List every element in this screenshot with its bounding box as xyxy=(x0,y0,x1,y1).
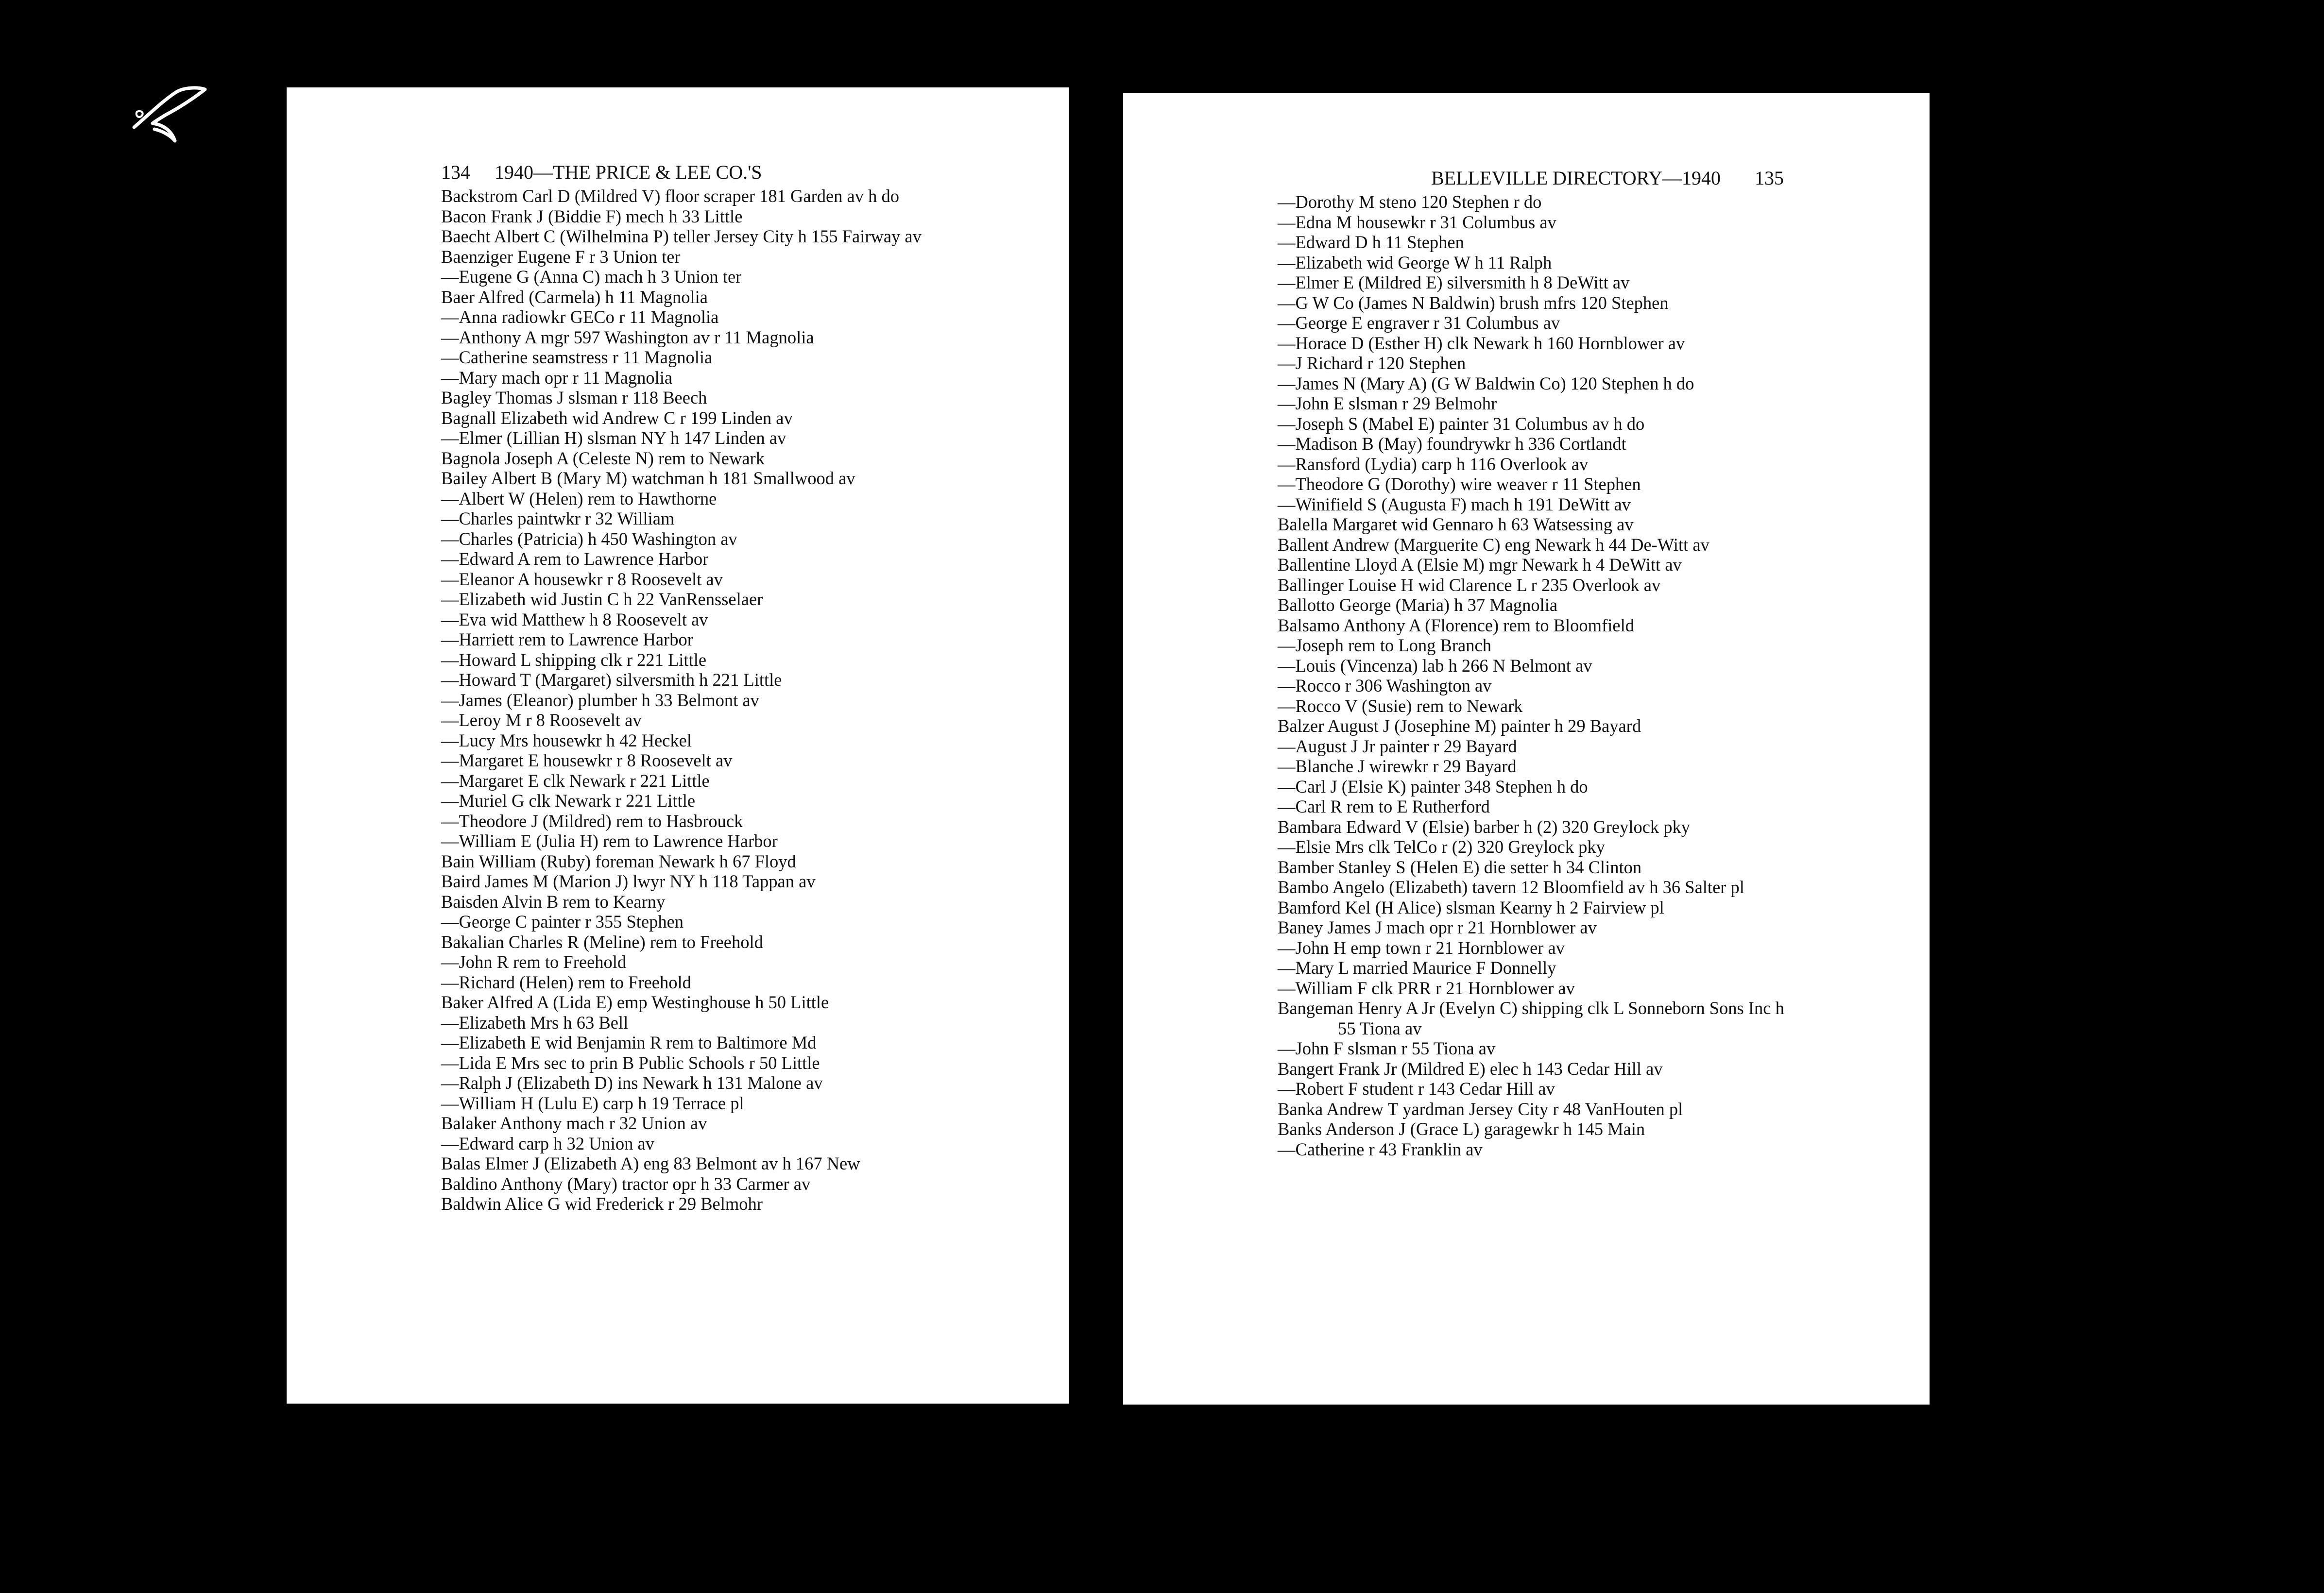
directory-entry: —Elsie Mrs clk TelCo r (2) 320 Greylock pky xyxy=(1278,837,1605,857)
directory-entry: Bagnola Joseph A (Celeste N) rem to Newark xyxy=(441,448,765,468)
directory-entry: —John F slsman r 55 Tiona av xyxy=(1278,1038,1496,1058)
directory-entry: —Edward D h 11 Stephen xyxy=(1278,232,1464,252)
directory-entry: Baird James M (Marion J) lwyr NY h 118 Tappan av xyxy=(441,871,816,891)
directory-entry: Bacon Frank J (Biddie F) mech h 33 Little xyxy=(441,206,743,226)
directory-entry: —Robert F student r 143 Cedar Hill av xyxy=(1278,1079,1555,1099)
directory-entry: —Ransford (Lydia) carp h 116 Overlook av xyxy=(1278,454,1589,474)
directory-entries xyxy=(441,186,961,1214)
directory-entry: Bangert Frank Jr (Mildred E) elec h 143 Cedar Hill av xyxy=(1278,1058,1663,1079)
directory-entry: —Catherine r 43 Franklin av xyxy=(1278,1139,1483,1159)
directory-entry: —Harriett rem to Lawrence Harbor xyxy=(441,629,693,649)
directory-entry: Bamber Stanley S (Helen E) die setter h 34 Clinton xyxy=(1278,857,1642,877)
directory-entry: —Elizabeth wid George W h 11 Ralph xyxy=(1278,252,1552,272)
directory-entry: Baldino Anthony (Mary) tractor opr h 33 Carmer av xyxy=(441,1173,811,1194)
left-page xyxy=(287,87,1069,1404)
directory-entry: —Elmer E (Mildred E) silversmith h 8 DeWitt av xyxy=(1278,272,1630,292)
directory-entry: —Joseph S (Mabel E) painter 31 Columbus av h do xyxy=(1278,413,1645,434)
directory-entry: —Leroy M r 8 Roosevelt av xyxy=(441,710,642,730)
directory-entry: Baenziger Eugene F r 3 Union ter xyxy=(441,246,681,267)
directory-entry: —Joseph rem to Long Branch xyxy=(1278,635,1491,655)
directory-entry: —John H emp town r 21 Hornblower av xyxy=(1278,937,1565,958)
directory-entry: —Lida E Mrs sec to prin B Public Schools r 50 Little xyxy=(441,1052,820,1073)
directory-entry: Bagley Thomas J slsman r 118 Beech xyxy=(441,388,707,407)
directory-entry: Ballinger Louise H wid Clarence L r 235 Overlook av xyxy=(1278,575,1661,595)
directory-entry: —Louis (Vincenza) lab h 266 N Belmont av xyxy=(1278,655,1592,676)
directory-entry: —James N (Mary A) (G W Baldwin Co) 120 Stephen h do xyxy=(1278,373,1694,393)
page-header xyxy=(1269,166,1784,190)
directory-entry: —Elmer (Lillian H) slsman NY h 147 Linden av xyxy=(441,428,786,448)
directory-entry: —Margaret E clk Newark r 221 Little xyxy=(441,770,710,791)
directory-entry: —George C painter r 355 Stephen xyxy=(441,912,684,932)
directory-entry: —Carl J (Elsie K) painter 348 Stephen h do xyxy=(1278,776,1588,796)
directory-entry: Backstrom Carl D (Mildred V) floor scraper 181 Garden av h do xyxy=(441,186,899,206)
right-page xyxy=(1123,93,1930,1405)
directory-entry: —John R rem to Freehold xyxy=(441,952,627,972)
directory-entry: —James (Eleanor) plumber h 33 Belmont av xyxy=(441,690,759,710)
directory-entry: —Howard L shipping clk r 221 Little xyxy=(441,649,707,670)
directory-entry: —Edward A rem to Lawrence Harbor xyxy=(441,549,709,569)
directory-entry: —Blanche J wirewkr r 29 Bayard xyxy=(1278,756,1517,776)
directory-entry: —Elizabeth wid Justin C h 22 VanRensselaer xyxy=(441,589,763,609)
directory-entry: Bangeman Henry A Jr (Evelyn C) shipping clk L Sonneborn Sons Inc h 55 Tiona av xyxy=(1278,998,1784,1038)
directory-entry: —Albert W (Helen) rem to Hawthorne xyxy=(441,488,717,508)
directory-entry: —Charles (Patricia) h 450 Washington av xyxy=(441,528,737,549)
directory-entry: Bain William (Ruby) foreman Newark h 67 Floyd xyxy=(441,851,796,871)
directory-entry: Banks Anderson J (Grace L) garagewkr h 145 Main xyxy=(1278,1119,1645,1139)
directory-entry: Baecht Albert C (Wilhelmina P) teller Jersey City h 155 Fairway av xyxy=(441,226,922,246)
directory-entry: —Charles paintwkr r 32 William xyxy=(441,508,675,528)
directory-entry: Baldwin Alice G wid Frederick r 29 Belmohr xyxy=(441,1194,763,1214)
directory-entry: Balas Elmer J (Elizabeth A) eng 83 Belmont av h 167 New xyxy=(441,1153,860,1173)
directory-entry: Bamford Kel (H Alice) slsman Kearny h 2 Fairview pl xyxy=(1278,897,1664,917)
directory-entry: Ballotto George (Maria) h 37 Magnolia xyxy=(1278,595,1558,615)
directory-entry: Bakalian Charles R (Meline) rem to Freehold xyxy=(441,932,763,952)
directory-entry: Balella Margaret wid Gennaro h 63 Watsessing av xyxy=(1278,514,1634,534)
directory-entry: —Richard (Helen) rem to Freehold xyxy=(441,972,691,992)
directory-entry: —Eleanor A housewkr r 8 Roosevelt av xyxy=(441,569,723,589)
directory-entry: —Rocco r 306 Washington av xyxy=(1278,676,1492,695)
directory-entry: —Elizabeth Mrs h 63 Bell xyxy=(441,1012,629,1033)
directory-entries xyxy=(1278,192,1797,1159)
directory-entry: Bambo Angelo (Elizabeth) tavern 12 Bloomfield av h 36 Salter pl xyxy=(1278,877,1744,897)
directory-entry: Balzer August J (Josephine M) painter h 29 Bayard xyxy=(1278,716,1641,736)
directory-entry: —George E engraver r 31 Columbus av xyxy=(1278,313,1560,333)
directory-entry: —Elizabeth E wid Benjamin R rem to Baltimore Md xyxy=(441,1033,817,1052)
directory-entry: —Theodore G (Dorothy) wire weaver r 11 Stephen xyxy=(1278,474,1641,494)
directory-entry: —August J Jr painter r 29 Bayard xyxy=(1278,736,1517,756)
directory-entry: —Muriel G clk Newark r 221 Little xyxy=(441,791,696,811)
directory-entry: —Mary mach opr r 11 Magnolia xyxy=(441,367,673,388)
page-header xyxy=(441,160,1014,185)
directory-entry: —William H (Lulu E) carp h 19 Terrace pl xyxy=(441,1093,744,1113)
directory-entry: —Rocco V (Susie) rem to Newark xyxy=(1278,695,1523,716)
directory-entry: —Anthony A mgr 597 Washington av r 11 Magnolia xyxy=(441,327,814,347)
running-head: BELLEVILLE DIRECTORY—1940 xyxy=(1431,167,1721,189)
directory-entry: —John E slsman r 29 Belmohr xyxy=(1278,393,1497,413)
directory-entry: Ballent Andrew (Marguerite C) eng Newark h 44 De-Witt av xyxy=(1278,534,1709,555)
directory-entry: —Eva wid Matthew h 8 Roosevelt av xyxy=(441,609,708,629)
page-number: 134 xyxy=(441,161,470,183)
directory-entry: —Dorothy M steno 120 Stephen r do xyxy=(1278,192,1542,212)
directory-entry: —Catherine seamstress r 11 Magnolia xyxy=(441,347,713,367)
directory-entry: —Eugene G (Anna C) mach h 3 Union ter xyxy=(441,267,742,287)
directory-entry: —Carl R rem to E Rutherford xyxy=(1278,796,1490,816)
directory-entry: —Howard T (Margaret) silversmith h 221 Little xyxy=(441,670,782,690)
directory-entry: —Mary L married Maurice F Donnelly xyxy=(1278,958,1556,978)
handwritten-mark xyxy=(127,83,215,151)
directory-entry: —William E (Julia H) rem to Lawrence Harbor xyxy=(441,831,778,851)
directory-entry: —Madison B (May) foundrywkr h 336 Cortlandt xyxy=(1278,434,1626,454)
directory-entry: Ballentine Lloyd A (Elsie M) mgr Newark h 4 DeWitt av xyxy=(1278,555,1682,575)
directory-entry: —Edward carp h 32 Union av xyxy=(441,1133,654,1153)
directory-entry: —Margaret E housewkr r 8 Roosevelt av xyxy=(441,750,733,770)
directory-entry: —Theodore J (Mildred) rem to Hasbrouck xyxy=(441,811,743,831)
directory-entry: —Ralph J (Elizabeth D) ins Newark h 131 Malone av xyxy=(441,1073,823,1093)
directory-entry: —Winifield S (Augusta F) mach h 191 DeWitt av xyxy=(1278,494,1631,514)
directory-entry: —Anna radiowkr GECo r 11 Magnolia xyxy=(441,307,719,327)
running-head: 1940—THE PRICE & LEE CO.'S xyxy=(495,161,762,183)
directory-entry: —G W Co (James N Baldwin) brush mfrs 120 Stephen xyxy=(1278,292,1669,313)
directory-entry: —William F clk PRR r 21 Hornblower av xyxy=(1278,978,1575,998)
directory-entry: —Horace D (Esther H) clk Newark h 160 Hornblower av xyxy=(1278,333,1685,353)
directory-entry: Bagnall Elizabeth wid Andrew C r 199 Linden av xyxy=(441,407,793,428)
directory-entry: Baisden Alvin B rem to Kearny xyxy=(441,891,666,912)
directory-entry: Balsamo Anthony A (Florence) rem to Bloomfield xyxy=(1278,615,1634,635)
directory-entry: Baney James J mach opr r 21 Hornblower av xyxy=(1278,917,1597,937)
directory-entry: Bailey Albert B (Mary M) watchman h 181 Smallwood av xyxy=(441,468,855,488)
directory-entry: —Edna M housewkr r 31 Columbus av xyxy=(1278,212,1556,232)
directory-entry: Banka Andrew T yardman Jersey City r 48 VanHouten pl xyxy=(1278,1099,1683,1119)
directory-entry: Balaker Anthony mach r 32 Union av xyxy=(441,1113,707,1133)
directory-entry: —J Richard r 120 Stephen xyxy=(1278,353,1466,373)
directory-entry: —Lucy Mrs housewkr h 42 Heckel xyxy=(441,730,692,750)
directory-entry: Bambara Edward V (Elsie) barber h (2) 320 Greylock pky xyxy=(1278,816,1691,837)
directory-entry: Baer Alfred (Carmela) h 11 Magnolia xyxy=(441,287,708,307)
directory-entry: Baker Alfred A (Lida E) emp Westinghouse h 50 Little xyxy=(441,992,829,1012)
page-number: 135 xyxy=(1755,167,1784,189)
